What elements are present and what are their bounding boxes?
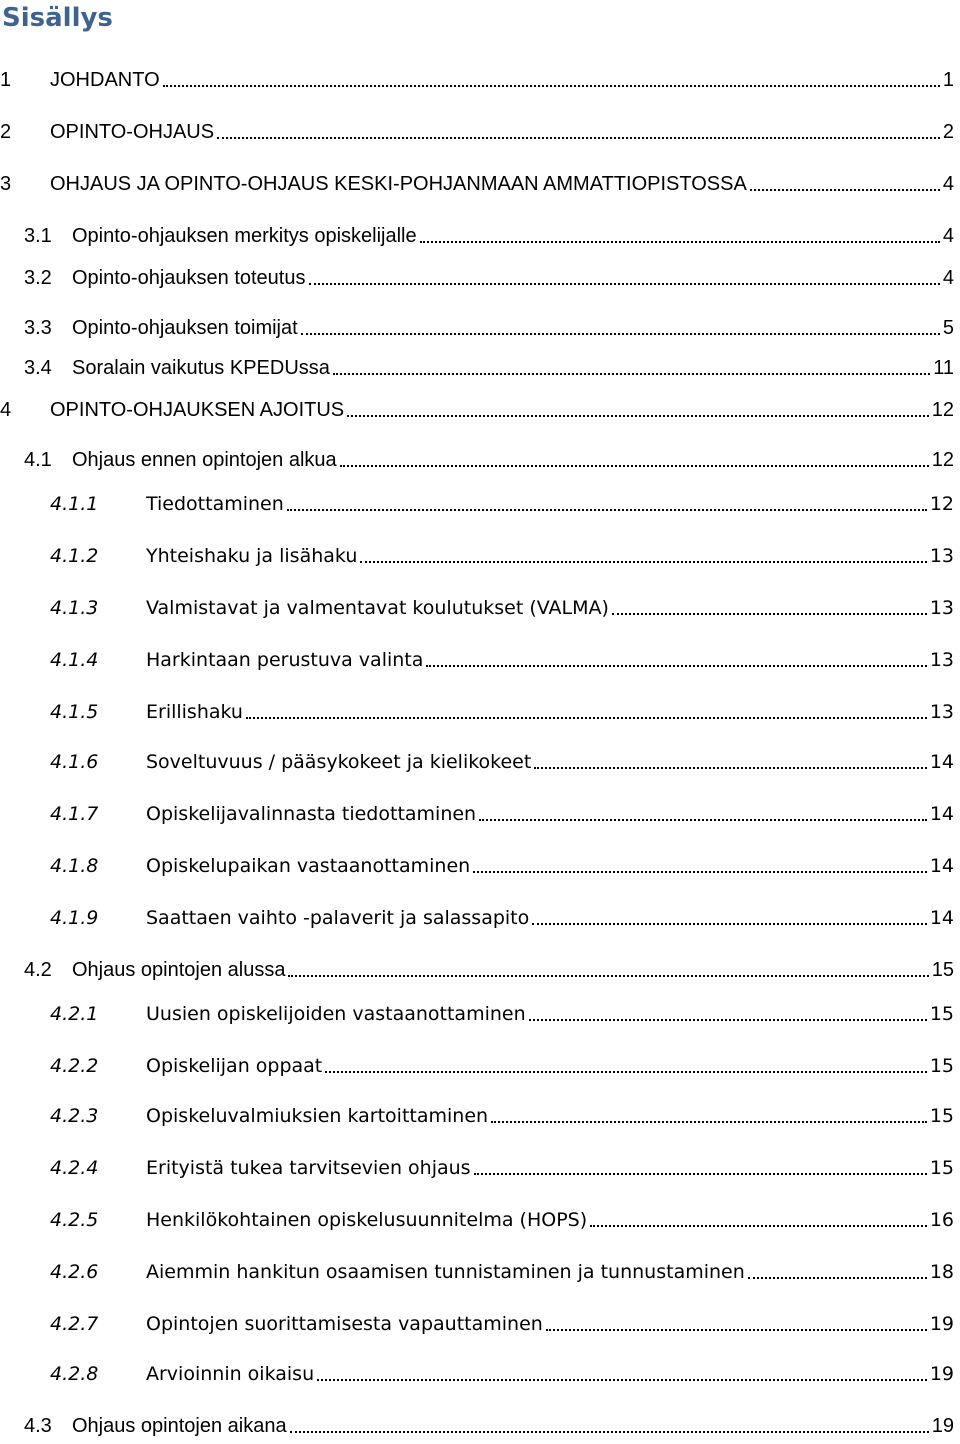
toc-entry[interactable]	[0, 62, 954, 92]
dot-leader	[426, 665, 926, 667]
toc-entry[interactable]	[0, 744, 954, 774]
toc-entry-number: 4.1.3	[50, 597, 99, 619]
toc-entry-label: Saattaen vaihto -palaverit ja salassapito	[146, 907, 530, 929]
toc-entry[interactable]	[0, 260, 954, 290]
toc-entry-label: Erityistä tukea tarvitsevien ohjaus	[146, 1157, 471, 1179]
toc-entry[interactable]	[0, 114, 954, 144]
toc-entry-page-number: 2	[942, 121, 954, 143]
toc-entry-page-number: 15	[929, 1105, 954, 1127]
toc-entry-label: Opintojen suorittamisesta vapauttaminen	[146, 1313, 543, 1335]
toc-entry-label: Soralain vaikutus KPEDUssa	[72, 357, 330, 379]
toc-entry-page-number: 4	[942, 173, 954, 195]
toc-entry-label: Henkilökohtainen opiskelusuunnitelma (HOPS)	[146, 1209, 588, 1231]
dot-leader	[479, 819, 927, 821]
toc-entry-label: Yhteishaku ja lisähaku	[146, 545, 358, 567]
toc-entry-page-number: 13	[929, 545, 954, 567]
dot-leader	[290, 1431, 929, 1433]
toc-entry[interactable]	[0, 166, 954, 196]
toc-entry-page-number: 4	[942, 267, 954, 289]
toc-entry-number: 3.4	[24, 357, 52, 379]
toc-entry-label: Erillishaku	[146, 701, 243, 723]
toc-entry-number: 4.2.3	[50, 1105, 99, 1127]
toc-entry-page-number: 19	[929, 1363, 954, 1385]
toc-entry[interactable]	[0, 486, 954, 516]
dot-leader	[473, 871, 927, 873]
toc-entry-number: 3.1	[24, 225, 52, 247]
toc-entry-label: Opiskelijavalinnasta tiedottaminen	[146, 803, 477, 825]
toc-entry-number: 4.2.8	[50, 1363, 99, 1385]
toc-entry-page-number: 4	[942, 225, 954, 247]
toc-entry-label: Arvioinnin oikaisu	[146, 1363, 315, 1385]
toc-entry-number: 3.3	[24, 317, 52, 339]
toc-entry-number: 4.1.2	[50, 545, 99, 567]
dot-leader	[360, 561, 926, 563]
dot-leader	[546, 1329, 927, 1331]
toc-entry-number: 4.2.4	[50, 1157, 99, 1179]
dot-leader	[750, 189, 940, 191]
toc-entry[interactable]	[0, 442, 954, 472]
toc-entry-page-number: 12	[931, 449, 954, 471]
toc-entry-page-number: 1	[942, 69, 954, 91]
dot-leader	[491, 1121, 927, 1123]
toc-entry-page-number: 13	[929, 597, 954, 619]
toc-entry-page-number: 13	[929, 701, 954, 723]
dot-leader	[532, 923, 927, 925]
dot-leader	[217, 137, 940, 139]
toc-entry[interactable]	[0, 694, 954, 724]
toc-entry[interactable]	[0, 796, 954, 826]
dot-leader	[612, 613, 927, 615]
dot-leader	[246, 717, 927, 719]
toc-entry-page-number: 11	[933, 357, 954, 379]
dot-leader	[347, 415, 929, 417]
toc-entry-label: Opinto-ohjauksen toimijat	[72, 317, 298, 339]
toc-entry-label: Opiskelijan oppaat	[146, 1055, 323, 1077]
toc-entry-page-number: 5	[942, 317, 954, 339]
toc-entry[interactable]	[0, 1306, 954, 1336]
toc-entry[interactable]	[0, 1098, 954, 1128]
toc-entry-label: Ohjaus opintojen alussa	[72, 959, 286, 981]
toc-entry-number: 4.2.2	[50, 1055, 99, 1077]
toc-entry-number: 4.2.1	[50, 1003, 99, 1025]
toc-entry[interactable]	[0, 310, 954, 340]
toc-entry-page-number: 18	[929, 1261, 954, 1283]
toc-entry-number: 4.1.7	[50, 803, 99, 825]
toc-entry[interactable]	[0, 996, 954, 1026]
toc-entry[interactable]	[0, 848, 954, 878]
toc-entry-label: Ohjaus opintojen aikana	[72, 1415, 287, 1437]
toc-entry-number: 4.3	[24, 1415, 52, 1437]
toc-entry-page-number: 15	[929, 1003, 954, 1025]
dot-leader	[287, 509, 927, 511]
toc-entry-number: 2	[0, 121, 12, 143]
toc-entry[interactable]	[0, 642, 954, 672]
toc-entry-label: OHJAUS JA OPINTO-OHJAUS KESKI-POHJANMAAN AMMATTIOPISTOSSA	[50, 173, 747, 195]
toc-entry[interactable]	[0, 1202, 954, 1232]
dot-leader	[590, 1225, 927, 1227]
toc-entry-label: Valmistavat ja valmentavat koulutukset (VALMA)	[146, 597, 609, 619]
toc-entry-label: OPINTO-OHJAUS	[50, 121, 215, 143]
toc-entry-label: Opinto-ohjauksen toteutus	[72, 267, 306, 289]
dot-leader	[748, 1277, 927, 1279]
toc-entry-page-number: 14	[929, 855, 954, 877]
toc-entry[interactable]	[0, 1048, 954, 1078]
toc-entry-page-number: 14	[929, 803, 954, 825]
toc-entry-label: Opinto-ohjauksen merkitys opiskelijalle	[72, 225, 417, 247]
toc-entry[interactable]	[0, 952, 954, 982]
dot-leader	[340, 465, 929, 467]
toc-entry-label: OPINTO-OHJAUKSEN AJOITUS	[50, 399, 345, 421]
toc-entry-page-number: 14	[929, 907, 954, 929]
dot-leader	[301, 333, 940, 335]
toc-entry-page-number: 12	[929, 493, 954, 515]
toc-entry[interactable]	[0, 1254, 954, 1284]
toc-entry-page-number: 19	[931, 1415, 954, 1437]
toc-entry-label: Aiemmin hankitun osaamisen tunnistaminen ja tunnustaminen	[146, 1261, 745, 1283]
toc-entry-number: 3	[0, 173, 12, 195]
toc-entry-label: Ohjaus ennen opintojen alkua	[72, 449, 337, 471]
toc-entry-label: Opiskelupaikan vastaanottaminen	[146, 855, 471, 877]
dot-leader	[420, 241, 940, 243]
toc-title: Sisällys	[2, 3, 113, 33]
toc-entry-number: 4.1	[24, 449, 52, 471]
toc-entry-number: 4.2	[24, 959, 52, 981]
toc-entry[interactable]	[0, 1150, 954, 1180]
toc-entry-number: 4.1.8	[50, 855, 99, 877]
toc-entry[interactable]	[0, 218, 954, 248]
toc-entry[interactable]	[0, 1356, 954, 1386]
toc-entry-number: 4	[0, 399, 12, 421]
toc-entry-page-number: 14	[929, 751, 954, 773]
toc-entry-label: JOHDANTO	[50, 69, 160, 91]
toc-entry-number: 3.2	[24, 267, 52, 289]
toc-entry-number: 4.1.1	[50, 493, 99, 515]
dot-leader	[529, 1019, 927, 1021]
toc-entry-number: 4.2.7	[50, 1313, 99, 1335]
dot-leader	[163, 85, 940, 87]
toc-entry-page-number: 13	[929, 649, 954, 671]
toc-entry-label: Tiedottaminen	[146, 493, 284, 515]
toc-entry-number: 4.1.9	[50, 907, 99, 929]
toc-entry-page-number: 15	[931, 959, 954, 981]
toc-entry[interactable]	[0, 900, 954, 930]
toc-entry-page-number: 19	[929, 1313, 954, 1335]
dot-leader	[534, 767, 926, 769]
dot-leader	[474, 1173, 927, 1175]
toc-entry-number: 4.2.5	[50, 1209, 99, 1231]
toc-entry-page-number: 12	[931, 399, 954, 421]
dot-leader	[333, 373, 930, 375]
dot-leader	[325, 1071, 927, 1073]
toc-entry-page-number: 15	[929, 1055, 954, 1077]
toc-entry[interactable]	[0, 1408, 954, 1438]
toc-entry[interactable]	[0, 350, 954, 380]
toc-entry-label: Soveltuvuus / pääsykokeet ja kielikokeet	[146, 751, 532, 773]
dot-leader	[309, 283, 940, 285]
toc-entry-number: 1	[0, 69, 12, 91]
toc-entry-label: Opiskeluvalmiuksien kartoittaminen	[146, 1105, 489, 1127]
toc-entry-label: Harkintaan perustuva valinta	[146, 649, 424, 671]
toc-entry[interactable]	[0, 538, 954, 568]
dot-leader	[288, 975, 928, 977]
toc-entry-number: 4.1.4	[50, 649, 99, 671]
dot-leader	[317, 1379, 927, 1381]
toc-entry[interactable]	[0, 590, 954, 620]
toc-entry-number: 4.1.6	[50, 751, 99, 773]
toc-entry-number: 4.1.5	[50, 701, 99, 723]
toc-entry-number: 4.2.6	[50, 1261, 99, 1283]
toc-entry[interactable]	[0, 392, 954, 422]
toc-entry-page-number: 16	[929, 1209, 954, 1231]
toc-entry-label: Uusien opiskelijoiden vastaanottaminen	[146, 1003, 526, 1025]
toc-entry-page-number: 15	[929, 1157, 954, 1179]
